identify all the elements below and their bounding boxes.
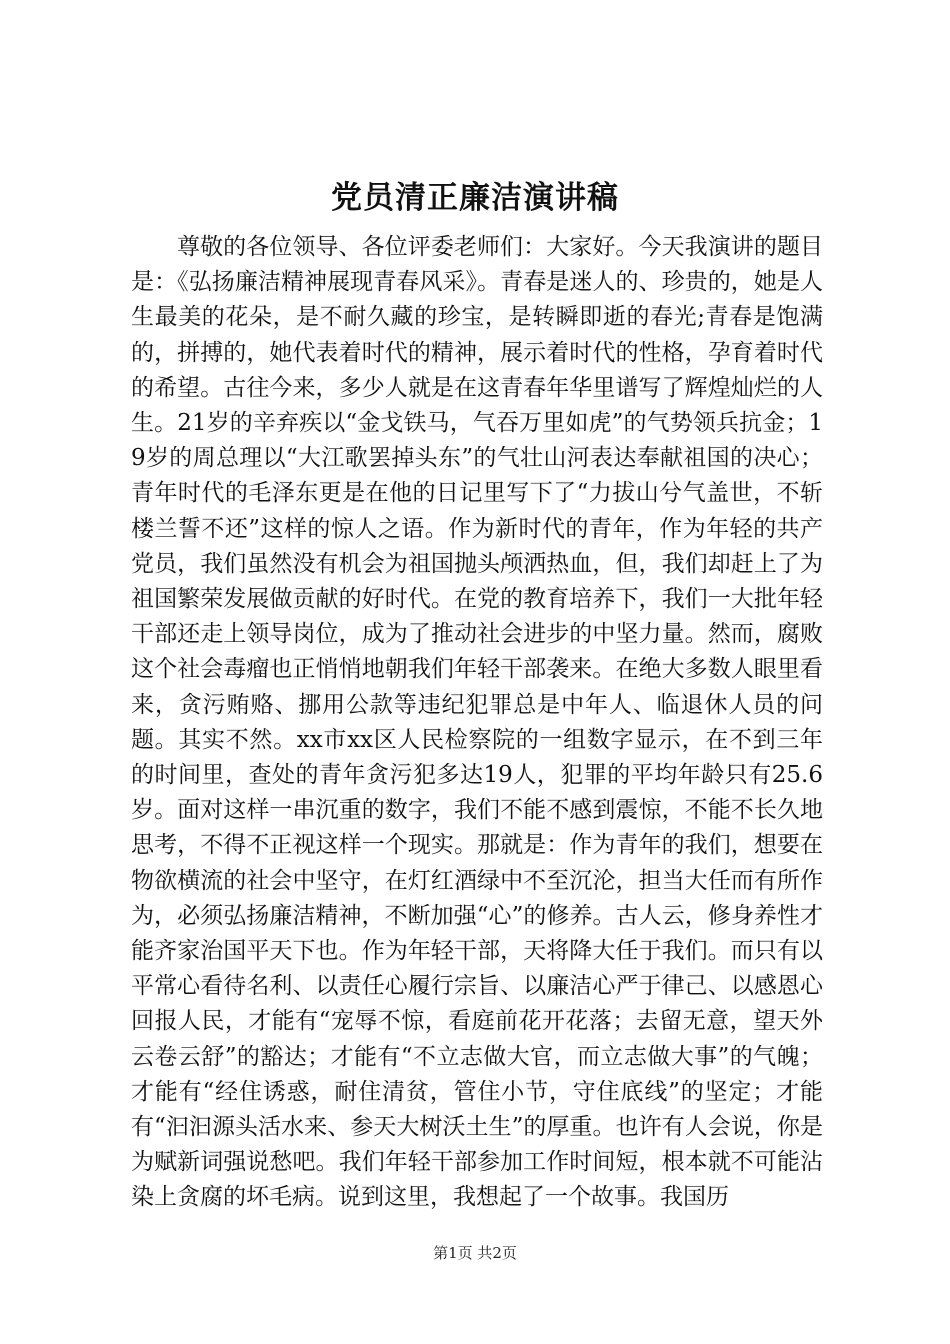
- page-number-footer: 第1页 共2页: [433, 1244, 517, 1262]
- document-body-paragraph: 尊敬的各位领导、各位评委老师们：大家好。今天我演讲的题目是：《弘扬廉洁精神展现青春风采》。青春是迷人的、珍贵的，她是人生最美的花朵，是不耐久藏的珍宝，是转瞬即逝的春光;青春是饱满的，拼搏的，她代表着时代的精神，展示着时代的性格，孕育着时代的希望。古往今来，多少人就是在这青春年华里谱写了辉煌灿烂的人生。21岁的辛弃疾以“金戈铁马，气吞万里如虎”的气势领兵抗金；19岁的周总理以“大江歌罢掉头东”的气壮山河表达奉献祖国的决心；青年时代的毛泽东更是在他的日记里写下了“力拔山兮气盖世，不斩楼兰誓不还”这样的惊人之语。作为新时代的青年，作为年轻的共产党员，我们虽然没有机会为祖国抛头颅洒热血，但，我们却赶上了为祖国繁荣发展做贡献的好时代。在党的教育培养下，我们一大批年轻干部还走上领导岗位，成为了推动社会进步的中坚力量。然而，腐败这个社会毒瘤也正悄悄地朝我们年轻干部袭来。在绝大多数人眼里看来，贪污贿赂、挪用公款等违纪犯罪总是中年人、临退休人员的问题。其实不然。xx市xx区人民检察院的一组数字显示，在不到三年的时间里，查处的青年贪污犯多达19人，犯罪的平均年龄只有25.6岁。面对这样一串沉重的数字，我们不能不感到震惊，不能不长久地思考，不得不正视这样一个现实。那就是：作为青年的我们，想要在物欲横流的社会中坚守，在灯红酒绿中不至沉沦，担当大任而有所作为，必须弘扬廉洁精神，不断加强“心”的修养。古人云，修身养性才能齐家治国平天下也。作为年轻干部，天将降大任于我们。而只有以平常心看待名利、以责任心履行宗旨、以廉洁心严于律己、以感恩心回报人民，才能有“宠辱不惊，看庭前花开花落；去留无意，望天外云卷云舒”的豁达；才能有“不立志做大官，而立志做大事”的气魄；才能有“经住诱惑，耐住清贫，管住小节，守住底线”的坚定；才能有“汩汩源头活水来、参天大树沃土生”的厚重。也许有人会说，你是为赋新词强说愁吧。我们年轻干部参加工作时间短，根本就不可能沾染上贪腐的坏毛病。说到这里，我想起了一个故事。我国历: [131, 234, 823, 1211]
- document-title: 党员清正廉洁演讲稿: [331, 180, 619, 216]
